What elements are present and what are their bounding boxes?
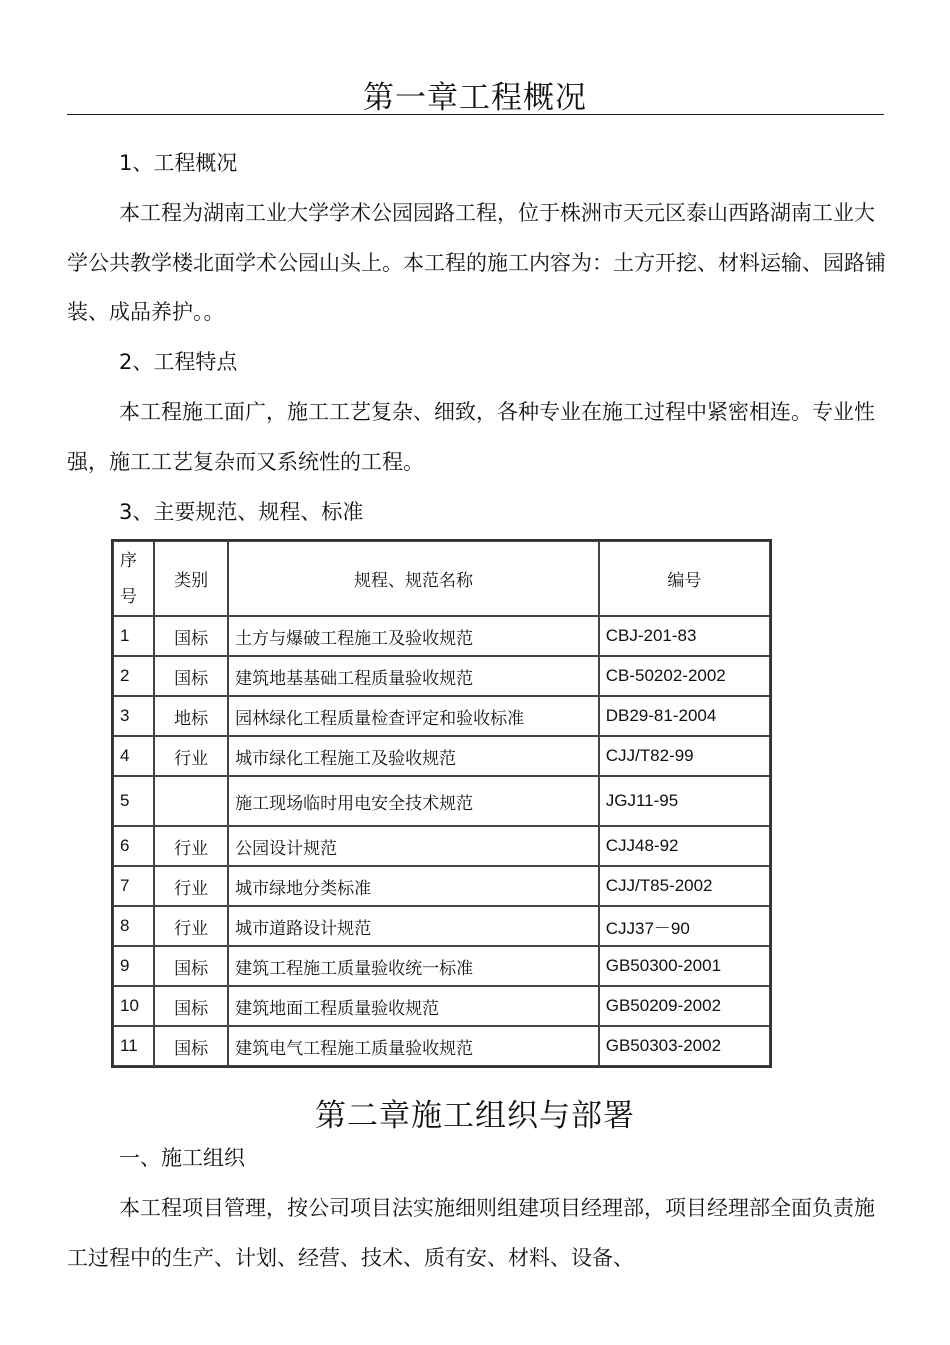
cell-name: 城市道路设计规范 xyxy=(228,906,599,946)
cell-category: 行业 xyxy=(154,736,228,776)
header-no: 序号 xyxy=(113,541,154,616)
table-row xyxy=(113,1026,770,1066)
cell-category: 国标 xyxy=(154,656,228,696)
cell-no: 5 xyxy=(113,776,154,826)
cell-code: GB50300-2001 xyxy=(599,946,770,986)
standards-table xyxy=(111,539,772,1068)
table-row xyxy=(113,946,770,986)
cell-category: 国标 xyxy=(154,1026,228,1066)
header-code: 编号 xyxy=(599,541,770,616)
cell-name: 建筑电气工程施工质量验收规范 xyxy=(228,1026,599,1066)
cell-category: 国标 xyxy=(154,946,228,986)
chapter2-section1-heading: 一、施工组织 xyxy=(119,1146,245,1170)
cell-name: 公园设计规范 xyxy=(228,826,599,866)
cell-code: JGJ11-95 xyxy=(599,776,770,826)
table-row xyxy=(113,906,770,946)
table-row xyxy=(113,696,770,736)
cell-no: 7 xyxy=(113,866,154,906)
section2-heading: 2、工程特点 xyxy=(119,350,238,374)
table-row xyxy=(113,616,770,656)
header-category: 类别 xyxy=(154,541,228,616)
cell-name: 园林绿化工程质量检查评定和验收标准 xyxy=(228,696,599,736)
cell-no: 11 xyxy=(113,1026,154,1066)
cell-code: CJJ/T82-99 xyxy=(599,736,770,776)
cell-code: GB50209-2002 xyxy=(599,986,770,1026)
cell-category: 行业 xyxy=(154,906,228,946)
cell-name: 土方与爆破工程施工及验收规范 xyxy=(228,616,599,656)
cell-no: 1 xyxy=(113,616,154,656)
table-row xyxy=(113,986,770,1026)
cell-no: 2 xyxy=(113,656,154,696)
header-name: 规程、规范名称 xyxy=(228,541,599,616)
cell-code: CJJ48-92 xyxy=(599,826,770,866)
chapter1-title: 第一章工程概况 xyxy=(363,80,587,116)
cell-name: 城市绿化工程施工及验收规范 xyxy=(228,736,599,776)
table-header-row xyxy=(113,541,770,616)
table-row xyxy=(113,656,770,696)
cell-code: GB50303-2002 xyxy=(599,1026,770,1066)
section1-paragraph: 本工程为湖南工业大学学术公园园路工程，位于株洲市天元区泰山西路湖南工业大学公共教学楼北面学术公园山头上。本工程的施工内容为：土方开挖、材料运输、园路铺装、成品养护。。 xyxy=(67,201,886,324)
cell-name: 施工现场临时用电安全技术规范 xyxy=(228,776,599,826)
cell-no: 4 xyxy=(113,736,154,776)
cell-name: 建筑地基基础工程质量验收规范 xyxy=(228,656,599,696)
section2-paragraph: 本工程施工面广，施工工艺复杂、细致，各种专业在施工过程中紧密相连。专业性强，施工工艺复杂而又系统性的工程。 xyxy=(67,400,875,474)
cell-category: 行业 xyxy=(154,826,228,866)
table-row xyxy=(113,776,770,826)
table-row xyxy=(113,866,770,906)
cell-category: 国标 xyxy=(154,616,228,656)
cell-code: DB29-81-2004 xyxy=(599,696,770,736)
cell-code: CJJ37－90 xyxy=(599,906,770,946)
table-row xyxy=(113,826,770,866)
table-row xyxy=(113,736,770,776)
cell-name: 建筑地面工程质量验收规范 xyxy=(228,986,599,1026)
cell-no: 10 xyxy=(113,986,154,1026)
cell-category: 行业 xyxy=(154,866,228,906)
cell-no: 9 xyxy=(113,946,154,986)
cell-no: 8 xyxy=(113,906,154,946)
cell-category: 地标 xyxy=(154,696,228,736)
chapter2-title: 第二章施工组织与部署 xyxy=(315,1098,635,1134)
cell-code: CBJ-201-83 xyxy=(599,616,770,656)
section1-heading: 1、工程概况 xyxy=(119,151,238,175)
cell-category xyxy=(154,776,228,826)
title-rule xyxy=(67,114,884,115)
cell-code: CJJ/T85-2002 xyxy=(599,866,770,906)
cell-no: 6 xyxy=(113,826,154,866)
section3-heading: 3、主要规范、规程、标准 xyxy=(119,500,364,524)
cell-name: 建筑工程施工质量验收统一标准 xyxy=(228,946,599,986)
cell-name: 城市绿地分类标准 xyxy=(228,866,599,906)
cell-no: 3 xyxy=(113,696,154,736)
chapter2-section1-paragraph: 本工程项目管理，按公司项目法实施细则组建项目经理部，项目经理部全面负责施工过程中的生产、计划、经营、技术、质有安、材料、设备、 xyxy=(67,1196,875,1270)
cell-category: 国标 xyxy=(154,986,228,1026)
cell-code: CB-50202-2002 xyxy=(599,656,770,696)
